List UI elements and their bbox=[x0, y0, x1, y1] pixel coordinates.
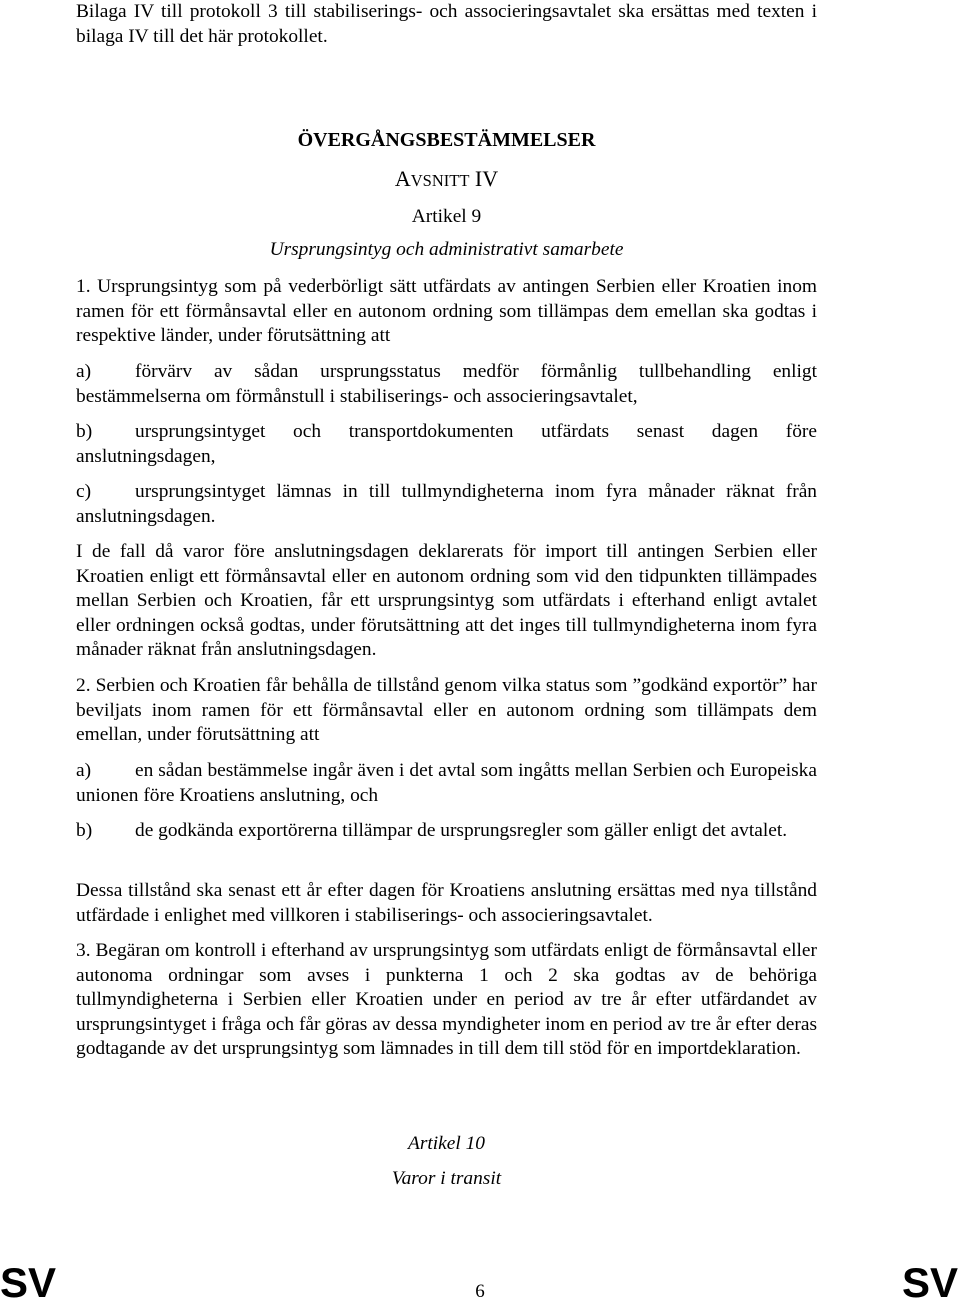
list-text: ursprungsintyget lämnas in till tullmyndigheterna inom fyra månader räknat från anslutningsdagen. bbox=[76, 481, 817, 527]
list-text: förvärv av sådan ursprungsstatus medför förmånlig tullbehandling enligt bestämmelserna om förmånstull i stabiliserings- och associeringsavtalet, bbox=[76, 361, 817, 407]
list-text: en sådan bestämmelse ingår även i det avtal som ingåtts mellan Serbien och Europeiska unionen före Kroatiens anslutning, och bbox=[76, 760, 817, 806]
section-title bbox=[76, 167, 817, 194]
list1-item-b bbox=[76, 420, 817, 469]
list-marker: b) bbox=[76, 421, 93, 442]
list1-item-c bbox=[76, 480, 817, 529]
heading-transitional-provisions: ÖVERGÅNGSBESTÄMMELSER bbox=[297, 129, 596, 151]
article-10-title: Artikel 10 bbox=[407, 1133, 485, 1154]
article-10-subtitle: Varor i transit bbox=[391, 1168, 502, 1189]
list-marker: b) bbox=[76, 820, 93, 841]
footer-language-right: SV bbox=[901, 1259, 958, 1306]
list2-item-a bbox=[76, 759, 817, 808]
paragraph-imports: I de fall då varor före anslutningsdagen deklarerats för import till antingen Serbien eller Kroatien enligt ett förmånsavtal eller en autonom ordning som vid den tidpunkten tillämpades mellan Serbien och Kroatien, får ett ursprungsintyg som utfärdats i efterhand enligt avtalet eller ordningen också godtas, under förutsättning att det inges till tullmyndigheterna inom fyra månader räknat från anslutningsdagen. bbox=[76, 541, 817, 660]
section-cap: A bbox=[394, 166, 411, 191]
list-text: ursprungsintyget och transportdokumenten utfärdats senast dagen före anslutningsdagen, bbox=[76, 421, 817, 467]
paragraph-1: 1. Ursprungsintyg som på vederbörligt sätt utfärdats av antingen Serbien eller Kroatien inom ramen för ett förmånsavtal eller en autonom ordning som tillämpas dem emellan ska godtas i respektive länder, under förutsättning att bbox=[76, 276, 817, 346]
intro-paragraph: Bilaga IV till protokoll 3 till stabiliserings- och associeringsavtalet ska ersättas med texten i bilaga IV till det här protokollet. bbox=[76, 1, 817, 47]
list1-item-a bbox=[76, 360, 817, 409]
list2-item-b bbox=[76, 819, 817, 844]
article-9-subtitle: Ursprungsintyg och administrativt samarbete bbox=[269, 239, 624, 260]
paragraph-3: 3. Begäran om kontroll i efterhand av ursprungsintyg som utfärdats enligt de förmånsavtal eller autonoma ordningar som avses i punkterna 1 och 2 ska godtas av de behöriga tullmyndigheterna i Serbien eller Kroatien under en period av tre år efter utfärdandet av ursprungsintyget i fråga och får göras av dessa myndigheter inom en period av tre år efter deras godtagande av det ursprungsintyg som lämnades in till dem till stöd för en importdeklaration. bbox=[76, 940, 817, 1059]
list-marker: a) bbox=[76, 361, 92, 382]
list-marker: c) bbox=[76, 481, 92, 502]
paragraph-permits: Dessa tillstånd ska senast ett år efter dagen för Kroatiens anslutning ersättas med nya tillstånd utfärdade i enlighet med villkoren i stabiliserings- och associeringsavtalet. bbox=[76, 880, 817, 926]
section-number: IV bbox=[469, 166, 499, 191]
list-text: de godkända exportörerna tillämpar de ursprungsregler som gäller enligt det avtalet. bbox=[135, 820, 788, 841]
section-rest: VSNITT bbox=[410, 171, 470, 190]
article-9-title: Artikel 9 bbox=[411, 206, 482, 227]
list-marker: a) bbox=[76, 760, 92, 781]
paragraph-2: 2. Serbien och Kroatien får behålla de tillstånd genom vilka status som ”godkänd exportör” har beviljats inom ramen för ett förmånsavtal eller en autonom ordning som tillämpats dem emellan, under förutsättning att bbox=[76, 675, 817, 745]
footer-language-left: SV bbox=[0, 1259, 57, 1306]
page-number: 6 bbox=[475, 1281, 485, 1302]
